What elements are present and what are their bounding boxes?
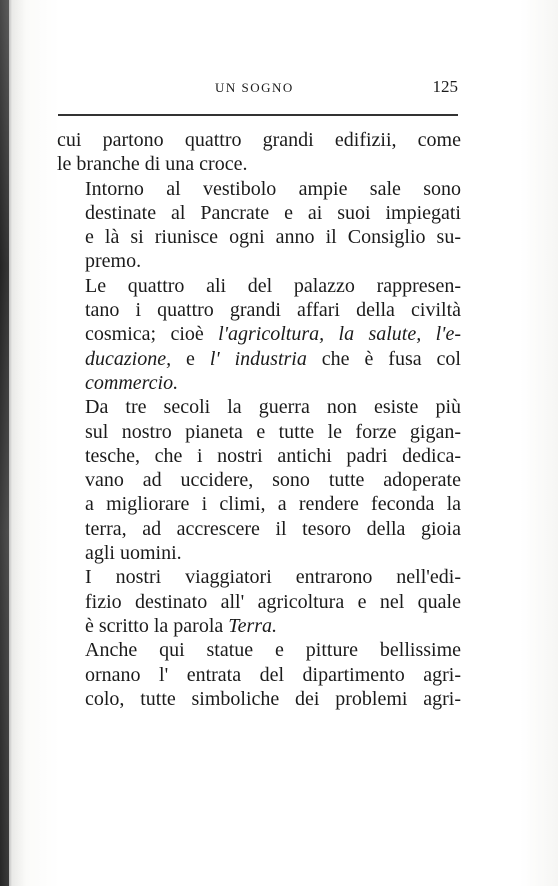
text-line: Le quattro ali del palazzo rappresen- bbox=[85, 274, 461, 297]
paragraph-5 bbox=[57, 565, 461, 638]
text-line: tesche, che i nostri antichi padri dedica- bbox=[85, 444, 461, 467]
text-run bbox=[421, 323, 435, 345]
text-line: e là si riunisce ogni anno il Consiglio su- bbox=[85, 226, 461, 249]
text-line: Da tre secoli la guerra non esiste più bbox=[85, 396, 461, 419]
italic-run: Terra. bbox=[228, 614, 278, 637]
text-run: è scritto la parola bbox=[85, 614, 229, 637]
text-line: vano ad uccidere, sono tutte adoperate bbox=[85, 469, 461, 492]
text-run: cosmica; cioè bbox=[85, 323, 219, 346]
text-line bbox=[57, 371, 461, 395]
italic-run: l'agricoltura, bbox=[218, 323, 325, 346]
text-line: fizio destinato all' agricoltura e nel quale bbox=[85, 590, 461, 613]
text-line: agli uomini. bbox=[85, 542, 182, 565]
running-title: UN SOGNO bbox=[215, 80, 294, 95]
paragraph-2 bbox=[57, 177, 461, 274]
text-line: destinate al Pancrate e ai suoi impiegati bbox=[85, 201, 461, 224]
text-line: Anche qui statue e pitture bellissime bbox=[85, 639, 461, 662]
paragraph-1 bbox=[57, 128, 461, 177]
text-line: cui partono quattro grandi edifizii, come bbox=[57, 129, 461, 151]
text-line bbox=[57, 347, 461, 371]
text-line: premo. bbox=[85, 250, 142, 273]
page-header bbox=[60, 77, 460, 100]
paragraph-4 bbox=[57, 395, 461, 565]
text-line: terra, ad accrescere il tesoro della gioia bbox=[85, 517, 461, 540]
italic-run: la salute, bbox=[338, 323, 422, 346]
italic-run: l' industria bbox=[209, 347, 307, 370]
text-line: ornano l' entrata del dipartimento agri- bbox=[85, 663, 461, 686]
text-line: a migliorare i climi, a rendere feconda la bbox=[85, 493, 461, 516]
paragraph-6 bbox=[57, 638, 461, 711]
text-run bbox=[324, 323, 338, 345]
body-text bbox=[57, 128, 461, 711]
text-line: sul nostro pianeta e tutte le forze gigan- bbox=[85, 420, 461, 443]
book-spine-shadow bbox=[0, 0, 9, 886]
text-line: colo, tutte simboliche dei problemi agri- bbox=[85, 687, 461, 710]
text-run: e bbox=[171, 347, 210, 370]
italic-run: l'e- bbox=[435, 323, 461, 346]
text-line bbox=[57, 614, 461, 638]
text-line: tano i quattro grandi affari della civiltà bbox=[85, 299, 461, 322]
italic-run: ducazione, bbox=[85, 347, 172, 370]
text-line bbox=[57, 322, 461, 346]
text-line: Intorno al vestibolo ampie sale sono bbox=[85, 177, 461, 200]
text-line: le branche di una croce. bbox=[57, 153, 248, 176]
page-number: 125 bbox=[432, 77, 458, 96]
header-rule bbox=[58, 114, 458, 116]
paragraph-3 bbox=[57, 274, 461, 395]
text-run: che è fusa col bbox=[306, 347, 461, 370]
text-line: I nostri viaggiatori entrarono nell'edi- bbox=[85, 566, 461, 589]
italic-run: commercio. bbox=[85, 371, 179, 394]
